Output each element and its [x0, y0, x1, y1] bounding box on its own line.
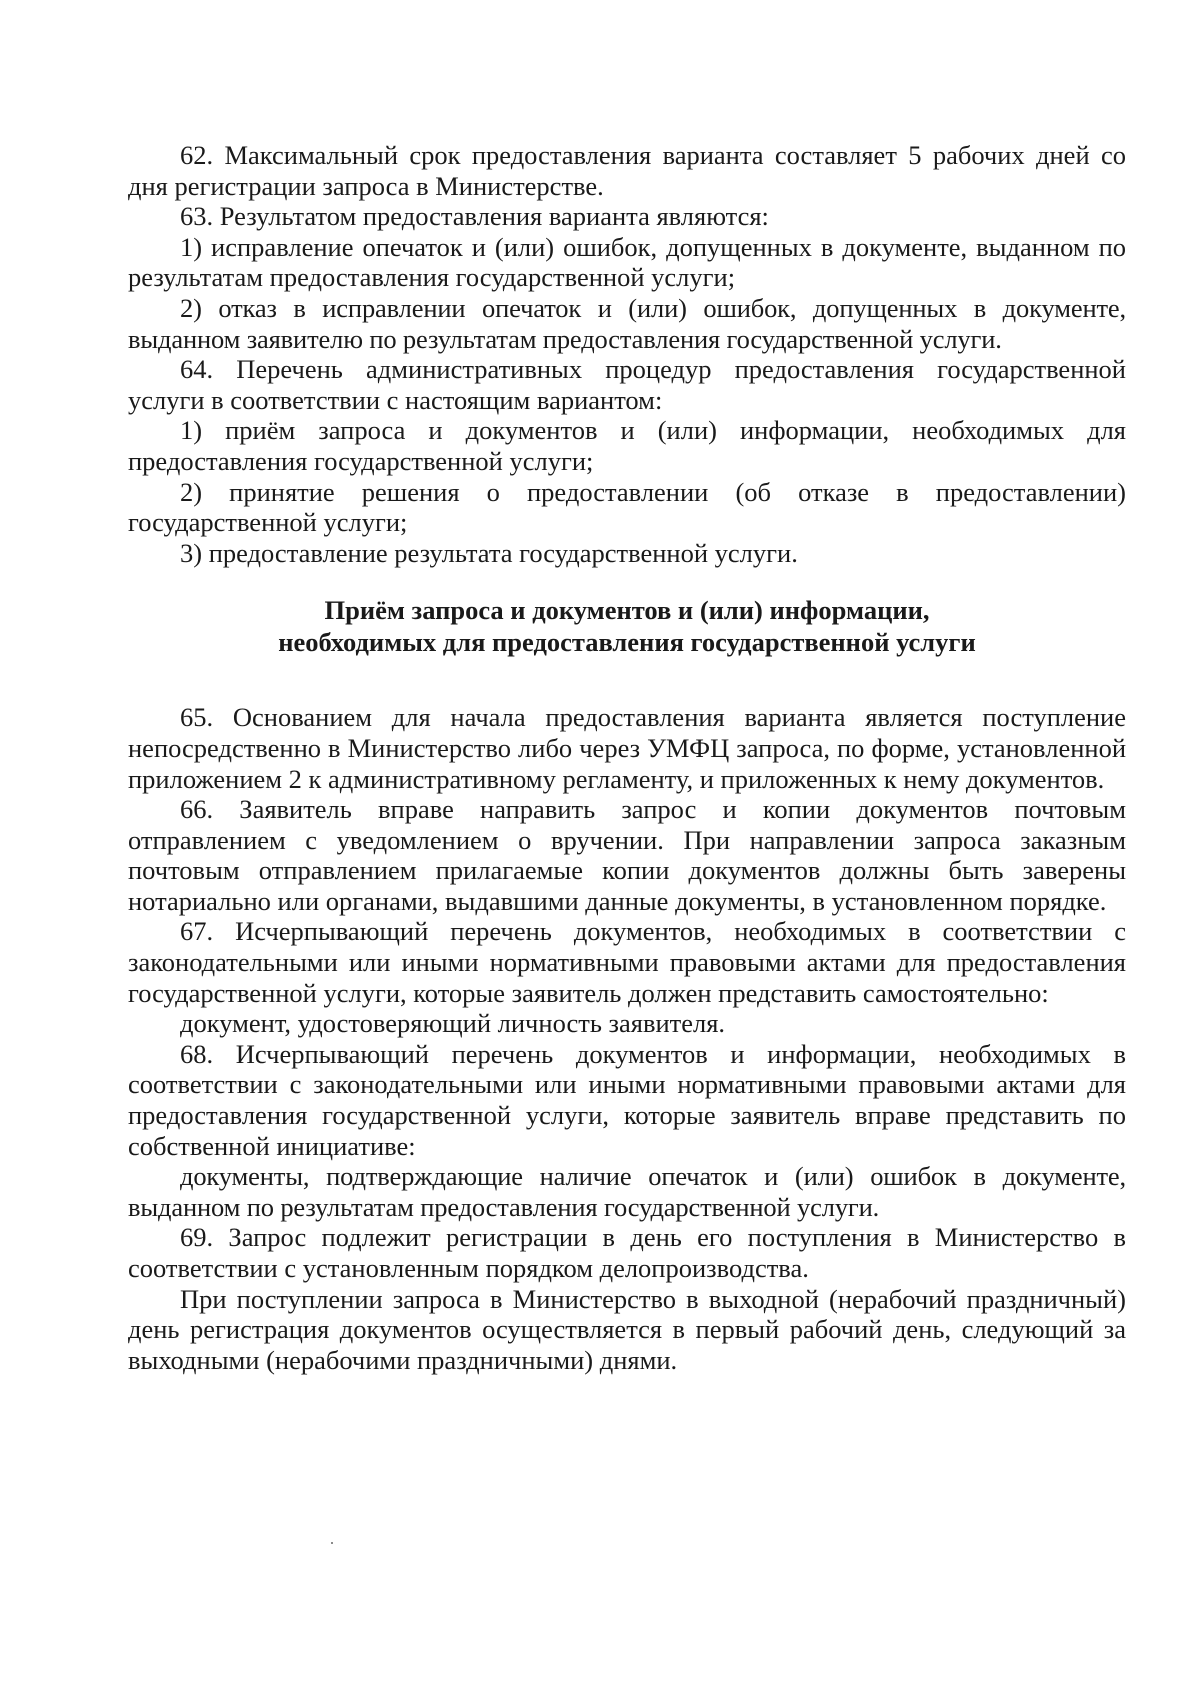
- paragraph-67: 67. Исчерпывающий перечень документов, необходимых в соответствии с законодательными или иными нормативными правовыми актами для предоставления государственной услуги, которые заявитель должен представить самостоятельно:: [128, 916, 1126, 1008]
- section-heading: [128, 594, 1126, 658]
- paragraph-67-item: документ, удостоверяющий личность заявителя.: [180, 1008, 726, 1039]
- paragraph-63-item-2: 2) отказ в исправлении опечаток и (или) ошибок, допущенных в документе, выданном заявителю по результатам предоставления государственной услуги.: [128, 292, 1126, 354]
- document-body: [128, 140, 1126, 1375]
- paragraph-65: 65. Основанием для начала предоставления варианта является поступление непосредственно в Министерство либо через УМФЦ запроса, по форме, установленной приложением 2 к административному регламенту, и приложенных к нему документов.: [128, 702, 1126, 794]
- paragraph-63: 63. Результатом предоставления варианта являются:: [180, 201, 769, 232]
- paragraph-66: 66. Заявитель вправе направить запрос и копии документов почтовым отправлением с уведомлением о вручении. При направлении запроса заказным почтовым отправлением прилагаемые копии документов должны быть заверены нотариально или органами, выдавшими данные документы, в установленном порядке.: [128, 794, 1126, 916]
- section-heading-line-2: необходимых для предоставления государственной услуги: [278, 627, 976, 658]
- paragraph-64-item-3: 3) предоставление результата государственной услуги.: [180, 537, 798, 568]
- section-heading-line-1: Приём запроса и документов и (или) информации,: [324, 595, 930, 626]
- paragraph-64-item-1: 1) приём запроса и документов и (или) информации, необходимых для предоставления государственной услуги;: [128, 415, 1126, 476]
- paragraph-62: 62. Максимальный срок предоставления варианта составляет 5 рабочих дней со дня регистрации запроса в Министерстве.: [128, 140, 1126, 201]
- paragraph-63-item-1: 1) исправление опечаток и (или) ошибок, допущенных в документе, выданном по результатам предоставления государственной услуги;: [128, 231, 1126, 293]
- paragraph-68: 68. Исчерпывающий перечень документов и информации, необходимых в соответствии с законодательными или иными нормативными правовыми актами для предоставления государственной услуги, которые заявитель вправе представить по собственной инициативе:: [128, 1038, 1126, 1161]
- paragraph-69: 69. Запрос подлежит регистрации в день его поступления в Министерство в соответствии с установленным порядком делопроизводства.: [128, 1222, 1126, 1283]
- paragraph-68-item: документы, подтверждающие наличие опечаток и (или) ошибок в документе, выданном по результатам предоставления государственной услуги.: [128, 1161, 1126, 1222]
- paragraph-69-continuation: При поступлении запроса в Министерство в выходной (нерабочий праздничный) день регистрация документов осуществляется в первый рабочий день, следующий за выходными (нерабочими праздничными) днями.: [128, 1283, 1126, 1375]
- scan-speck: [331, 1542, 333, 1544]
- paragraph-64-item-2: 2) принятие решения о предоставлении (об отказе в предоставлении) государственной услуги;: [128, 476, 1126, 538]
- paragraph-64: 64. Перечень административных процедур предоставления государственной услуги в соответствии с настоящим вариантом:: [128, 354, 1126, 415]
